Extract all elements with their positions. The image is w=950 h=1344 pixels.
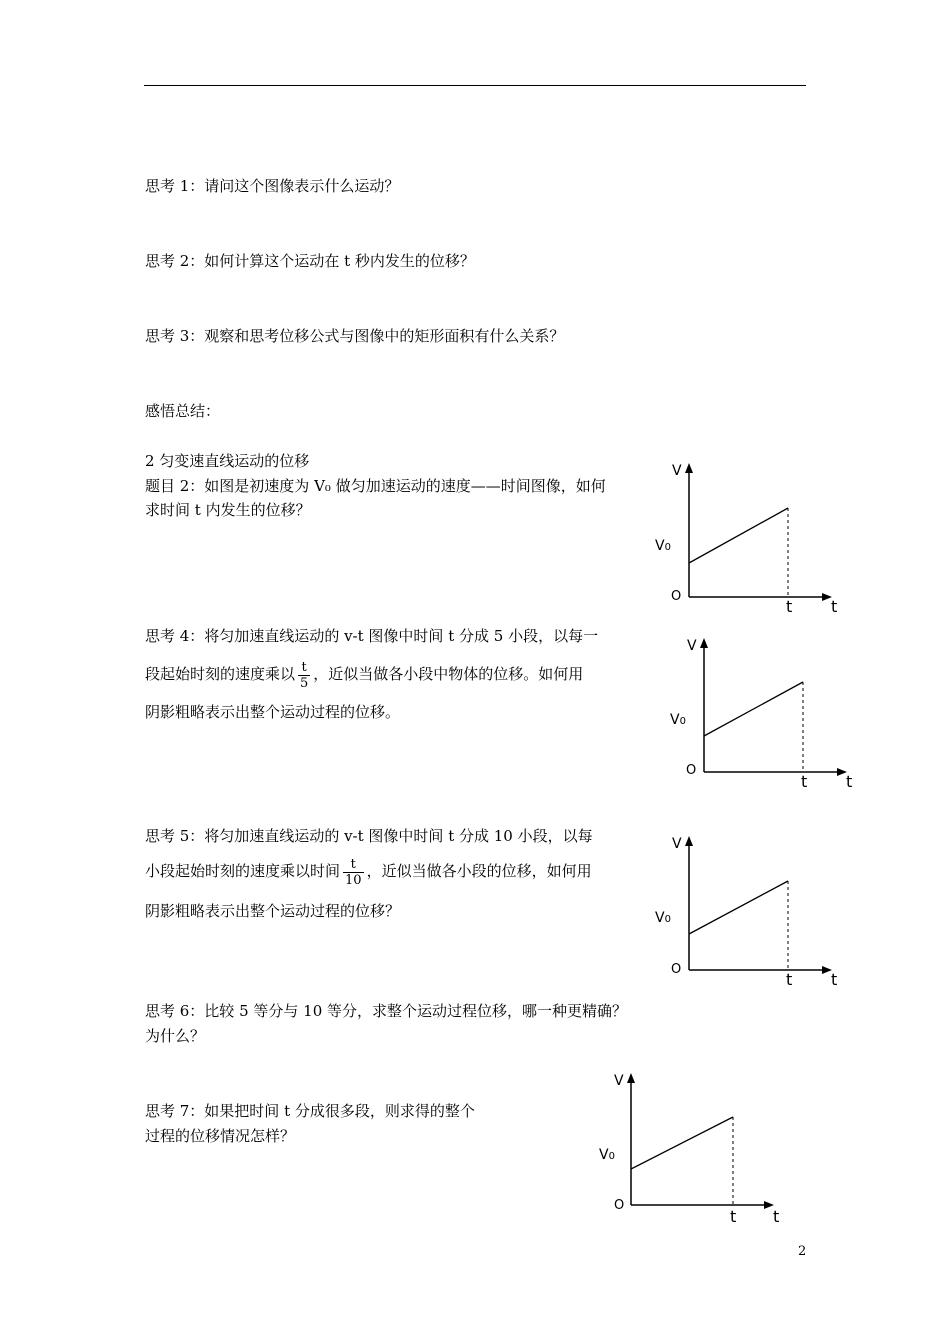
v-axis-arrow bbox=[685, 836, 693, 846]
task-2-line-1: 题目 2：如图是初速度为 V₀ 做匀加速运动的速度——时间图像，如何 bbox=[145, 477, 606, 495]
v0-subscript: 0 bbox=[664, 914, 671, 925]
v-axis-label: V bbox=[614, 1073, 624, 1089]
t-axis-label: t bbox=[773, 1207, 780, 1226]
vt-graph-1 bbox=[650, 455, 860, 620]
question-4-line-1: 思考 4：将匀加速直线运动的 v-t 图像中时间 t 分成 5 小段，以每一 bbox=[145, 627, 599, 645]
v-axis-label: V bbox=[672, 463, 682, 479]
vt-graph-3 bbox=[650, 828, 860, 993]
v0-label bbox=[599, 1147, 615, 1163]
question-4-text-pre: 段起始时刻的速度乘以 bbox=[145, 665, 296, 683]
question-4-text-post: ，近似当做各小段中物体的位移。如何用 bbox=[313, 665, 584, 683]
question-7-line-2: 过程的位移情况怎样？ bbox=[145, 1127, 296, 1145]
v0-label-main: V bbox=[655, 910, 665, 926]
v0-label-main: V bbox=[670, 712, 680, 728]
header-rule bbox=[144, 85, 806, 86]
t-mark-label: t bbox=[786, 597, 793, 616]
vt-graph-2 bbox=[665, 630, 875, 795]
v-axis-arrow bbox=[700, 638, 708, 648]
question-2: 思考 2：如何计算这个运动在 t 秒内发生的位移？ bbox=[145, 252, 475, 270]
t-axis-label: t bbox=[831, 970, 838, 989]
fraction-denominator: 10 bbox=[345, 872, 362, 888]
t-mark-label: t bbox=[786, 970, 793, 989]
fraction-denominator: 5 bbox=[300, 675, 309, 691]
v0-label-main: V bbox=[655, 538, 665, 554]
v0-subscript: 0 bbox=[679, 716, 686, 727]
question-6-line-1: 思考 6：比较 5 等分与 10 等分，求整个运动过程位移，哪一种更精确？ bbox=[145, 1002, 628, 1020]
t-axis-label: t bbox=[846, 772, 853, 791]
question-5-text-post: ，近似当做各小段的位移，如何用 bbox=[366, 862, 592, 880]
question-7-line-1: 思考 7：如果把时间 t 分成很多段，则求得的整个 bbox=[145, 1102, 475, 1120]
v0-label-main: V bbox=[599, 1147, 609, 1163]
question-4-line-2 bbox=[145, 652, 583, 696]
v0-label bbox=[655, 910, 671, 926]
t-mark-label: t bbox=[730, 1207, 737, 1226]
task-2-line-2: 求时间 t 内发生的位移？ bbox=[145, 501, 311, 519]
t-mark-label: t bbox=[801, 772, 808, 791]
question-5-line-3: 阴影粗略表示出整个运动过程的位移？ bbox=[145, 902, 401, 920]
section-2-heading: 2 匀变速直线运动的位移 bbox=[145, 452, 310, 470]
summary-heading: 感悟总结： bbox=[145, 402, 221, 420]
origin-label: O bbox=[614, 1198, 625, 1213]
origin-label: O bbox=[686, 763, 697, 778]
page-number: 2 bbox=[798, 1244, 807, 1259]
v-axis-label: V bbox=[687, 638, 697, 654]
v0-subscript: 0 bbox=[664, 542, 671, 553]
origin-label: O bbox=[671, 589, 682, 604]
question-5-line-2 bbox=[145, 849, 592, 893]
v-axis-arrow bbox=[685, 463, 693, 473]
t-axis-label: t bbox=[831, 597, 838, 616]
question-4-line-3: 阴影粗略表示出整个运动过程的位移。 bbox=[145, 703, 401, 721]
velocity-line bbox=[689, 508, 788, 563]
question-5-line-1: 思考 5：将匀加速直线运动的 v-t 图像中时间 t 分成 10 小段，以每 bbox=[145, 827, 593, 845]
vt-graph-4 bbox=[595, 1065, 805, 1230]
fraction-t-over-5 bbox=[298, 660, 310, 691]
origin-label: O bbox=[671, 962, 682, 977]
velocity-line bbox=[631, 1117, 733, 1169]
velocity-line bbox=[689, 881, 788, 934]
v0-label bbox=[655, 538, 671, 554]
fraction-numerator: t bbox=[298, 660, 310, 676]
v-axis-label: V bbox=[672, 836, 682, 852]
v0-subscript: 0 bbox=[608, 1151, 615, 1162]
question-6-line-2: 为什么？ bbox=[145, 1027, 206, 1045]
fraction-t-over-10 bbox=[343, 857, 364, 888]
v0-label bbox=[670, 712, 686, 728]
v-axis-arrow bbox=[627, 1073, 635, 1083]
question-3: 思考 3：观察和思考位移公式与图像中的矩形面积有什么关系？ bbox=[145, 327, 565, 345]
question-5-text-pre: 小段起始时刻的速度乘以时间 bbox=[145, 862, 341, 880]
fraction-numerator: t bbox=[343, 857, 364, 873]
velocity-line bbox=[704, 682, 803, 736]
question-1: 思考 1：请问这个图像表示什么运动？ bbox=[145, 177, 400, 195]
